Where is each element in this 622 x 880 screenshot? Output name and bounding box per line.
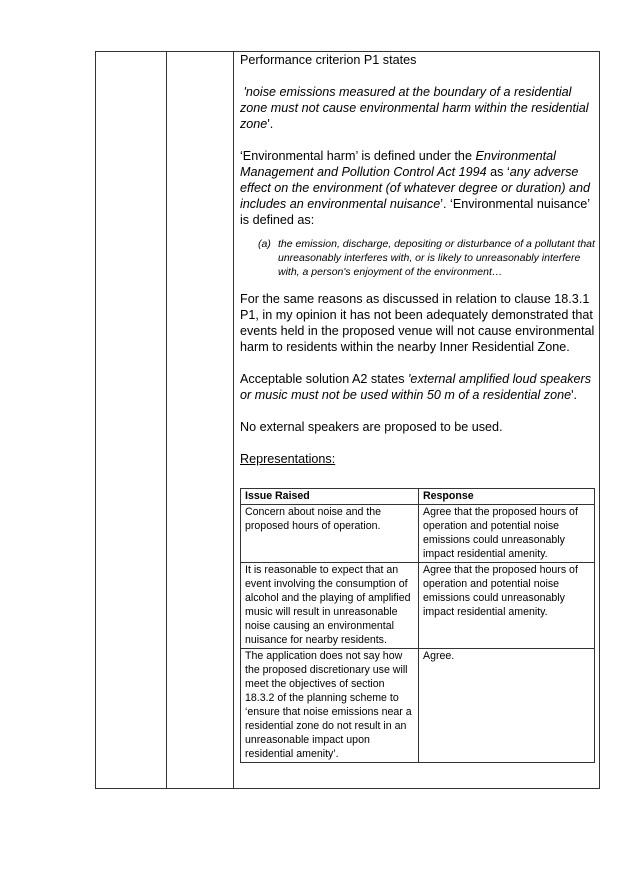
act-title: Environmental Management and Pollution Control Act 1994 (240, 149, 556, 179)
paragraph-no-speakers: No external speakers are proposed to be used. (240, 420, 503, 434)
header-response: Response (419, 489, 595, 505)
column-divider-1 (166, 51, 167, 789)
table-row (241, 563, 595, 649)
a2-quote: 'external amplified loud speakers or music must not be used within 50 m of a residential zone (240, 372, 592, 402)
a2-intro: Acceptable solution A2 states (240, 372, 409, 386)
p1-quote-end: '. (267, 117, 274, 131)
response-cell: Agree that the proposed hours of operation and potential noise emissions could unreasonably impact residential amenity. (419, 563, 595, 649)
representations-heading: Representations: (240, 452, 336, 466)
harm-intro: ‘Environmental harm’ is defined under the (240, 149, 476, 163)
response-cell: Agree. (419, 649, 595, 763)
paragraph-acceptable-solution (240, 371, 596, 403)
representations-table (240, 488, 595, 763)
a2-quote-end: '. (571, 388, 578, 402)
nuisance-definition-text: the emission, discharge, depositing or disturbance of a pollutant that unreasonably interferes with, or is likely to unreasonably interfere with, a person's enjoyment of the environment… (278, 238, 595, 278)
issue-cell: It is reasonable to expect that an event involving the consumption of alcohol and the playing of amplified music will result in unreasonable noise causing an environmental nuisance for nearby residents. (241, 563, 419, 649)
harm-definition: any adverse effect on the environment (of whatever degree or duration) and includes an environmental nuisance (240, 165, 591, 211)
nuisance-label: (a) (258, 238, 271, 250)
response-cell: Agree that the proposed hours of operation and potential noise emissions could unreasonably impact residential amenity. (419, 505, 595, 563)
header-issue-raised: Issue Raised (241, 489, 419, 505)
paragraph-reasons: For the same reasons as discussed in relation to clause 18.3.1 P1, in my opinion it has not been adequately demonstrated that events held in the proposed venue will not cause environmental harm to residents within the nearby Inner Residential Zone. (240, 292, 595, 354)
nuisance-intro: ’. ‘Environmental nuisance’ is defined as: (240, 197, 590, 227)
paragraph-environmental-harm (240, 148, 596, 228)
paragraph-p1-quote (240, 84, 596, 132)
table-header-row (241, 489, 595, 505)
issue-cell: Concern about noise and the proposed hours of operation. (241, 505, 419, 563)
harm-as: as ‘ (486, 165, 510, 179)
column-divider-2 (233, 51, 234, 789)
p1-quote-text: 'noise emissions measured at the boundary of a residential zone must not cause environmental harm within the residential zone (240, 85, 589, 131)
table-row (241, 649, 595, 763)
assessment-text (240, 52, 596, 467)
paragraph-performance-criterion: Performance criterion P1 states (240, 53, 417, 67)
nuisance-definition (258, 237, 596, 279)
table-row (241, 505, 595, 563)
issue-cell: The application does not say how the proposed discretionary use will meet the objectives of section 18.3.2 of the planning scheme to ‘ensure that noise emissions near a residential zone do not result in an unreasonable impact upon residential amenity’. (241, 649, 419, 763)
